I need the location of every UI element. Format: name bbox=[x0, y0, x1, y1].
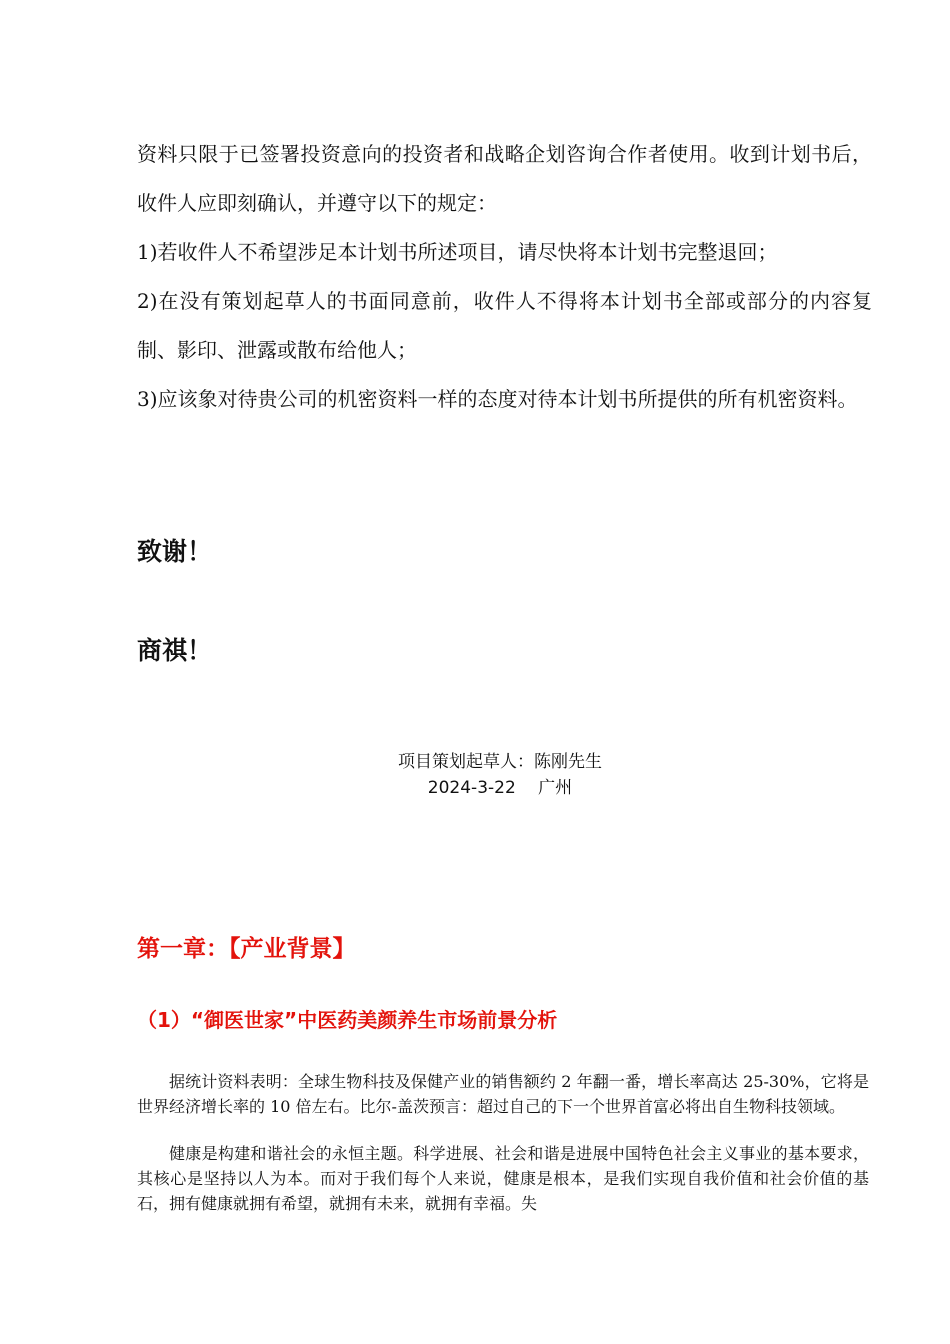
signature-drafter: 项目策划起草人：陈刚先生 bbox=[398, 752, 602, 772]
body-paragraph: 据统计资料表明：全球生物科技及保健产业的销售额约 2 年翻一番，增长率高达 25-30%，它将是世界经济增长率的 10 倍左右。比尔-盖茨预言：超过自己的下一个世界首富必将出自生物科技领域。 bbox=[137, 1072, 869, 1116]
confidentiality-rule-3: 3)应该象对待贵公司的机密资料一样的态度对待本计划书所提供的所有机密资料。 bbox=[137, 387, 858, 411]
signature-date-place: 2024-3-22 广州 bbox=[427, 778, 573, 798]
closing-regards: 商祺！ bbox=[137, 636, 213, 665]
confidentiality-paragraph: 资料只限于已签署投资意向的投资者和战略企划咨询合作者使用。收到计划书后，收件人应即刻确认，并遵守以下的规定： bbox=[137, 142, 872, 215]
body-paragraph: 健康是构建和谐社会的永恒主题。科学进展、社会和谐是进展中国特色社会主义事业的基本要求，其核心是坚持以人为本。而对于我们每个人来说，健康是根本，是我们实现自我价值和社会价值的基石，拥有健康就拥有希望，就拥有未来，就拥有幸福。失 bbox=[137, 1144, 869, 1213]
confidentiality-notice bbox=[137, 130, 872, 424]
confidentiality-rule-2: 2)在没有策划起草人的书面同意前，收件人不得将本计划书全部或部分的内容复制、影印、泄露或散布给他人； bbox=[137, 289, 872, 362]
section-title: （1）“御医世家”中医药美颜养生市场前景分析 bbox=[137, 1008, 558, 1032]
closing-thanks: 致谢！ bbox=[137, 537, 213, 566]
body-text bbox=[137, 1069, 869, 1216]
chapter-title: 第一章：【产业背景】 bbox=[137, 936, 356, 962]
confidentiality-rule-1: 1)若收件人不希望涉足本计划书所述项目，请尽快将本计划书完整退回； bbox=[137, 240, 778, 264]
